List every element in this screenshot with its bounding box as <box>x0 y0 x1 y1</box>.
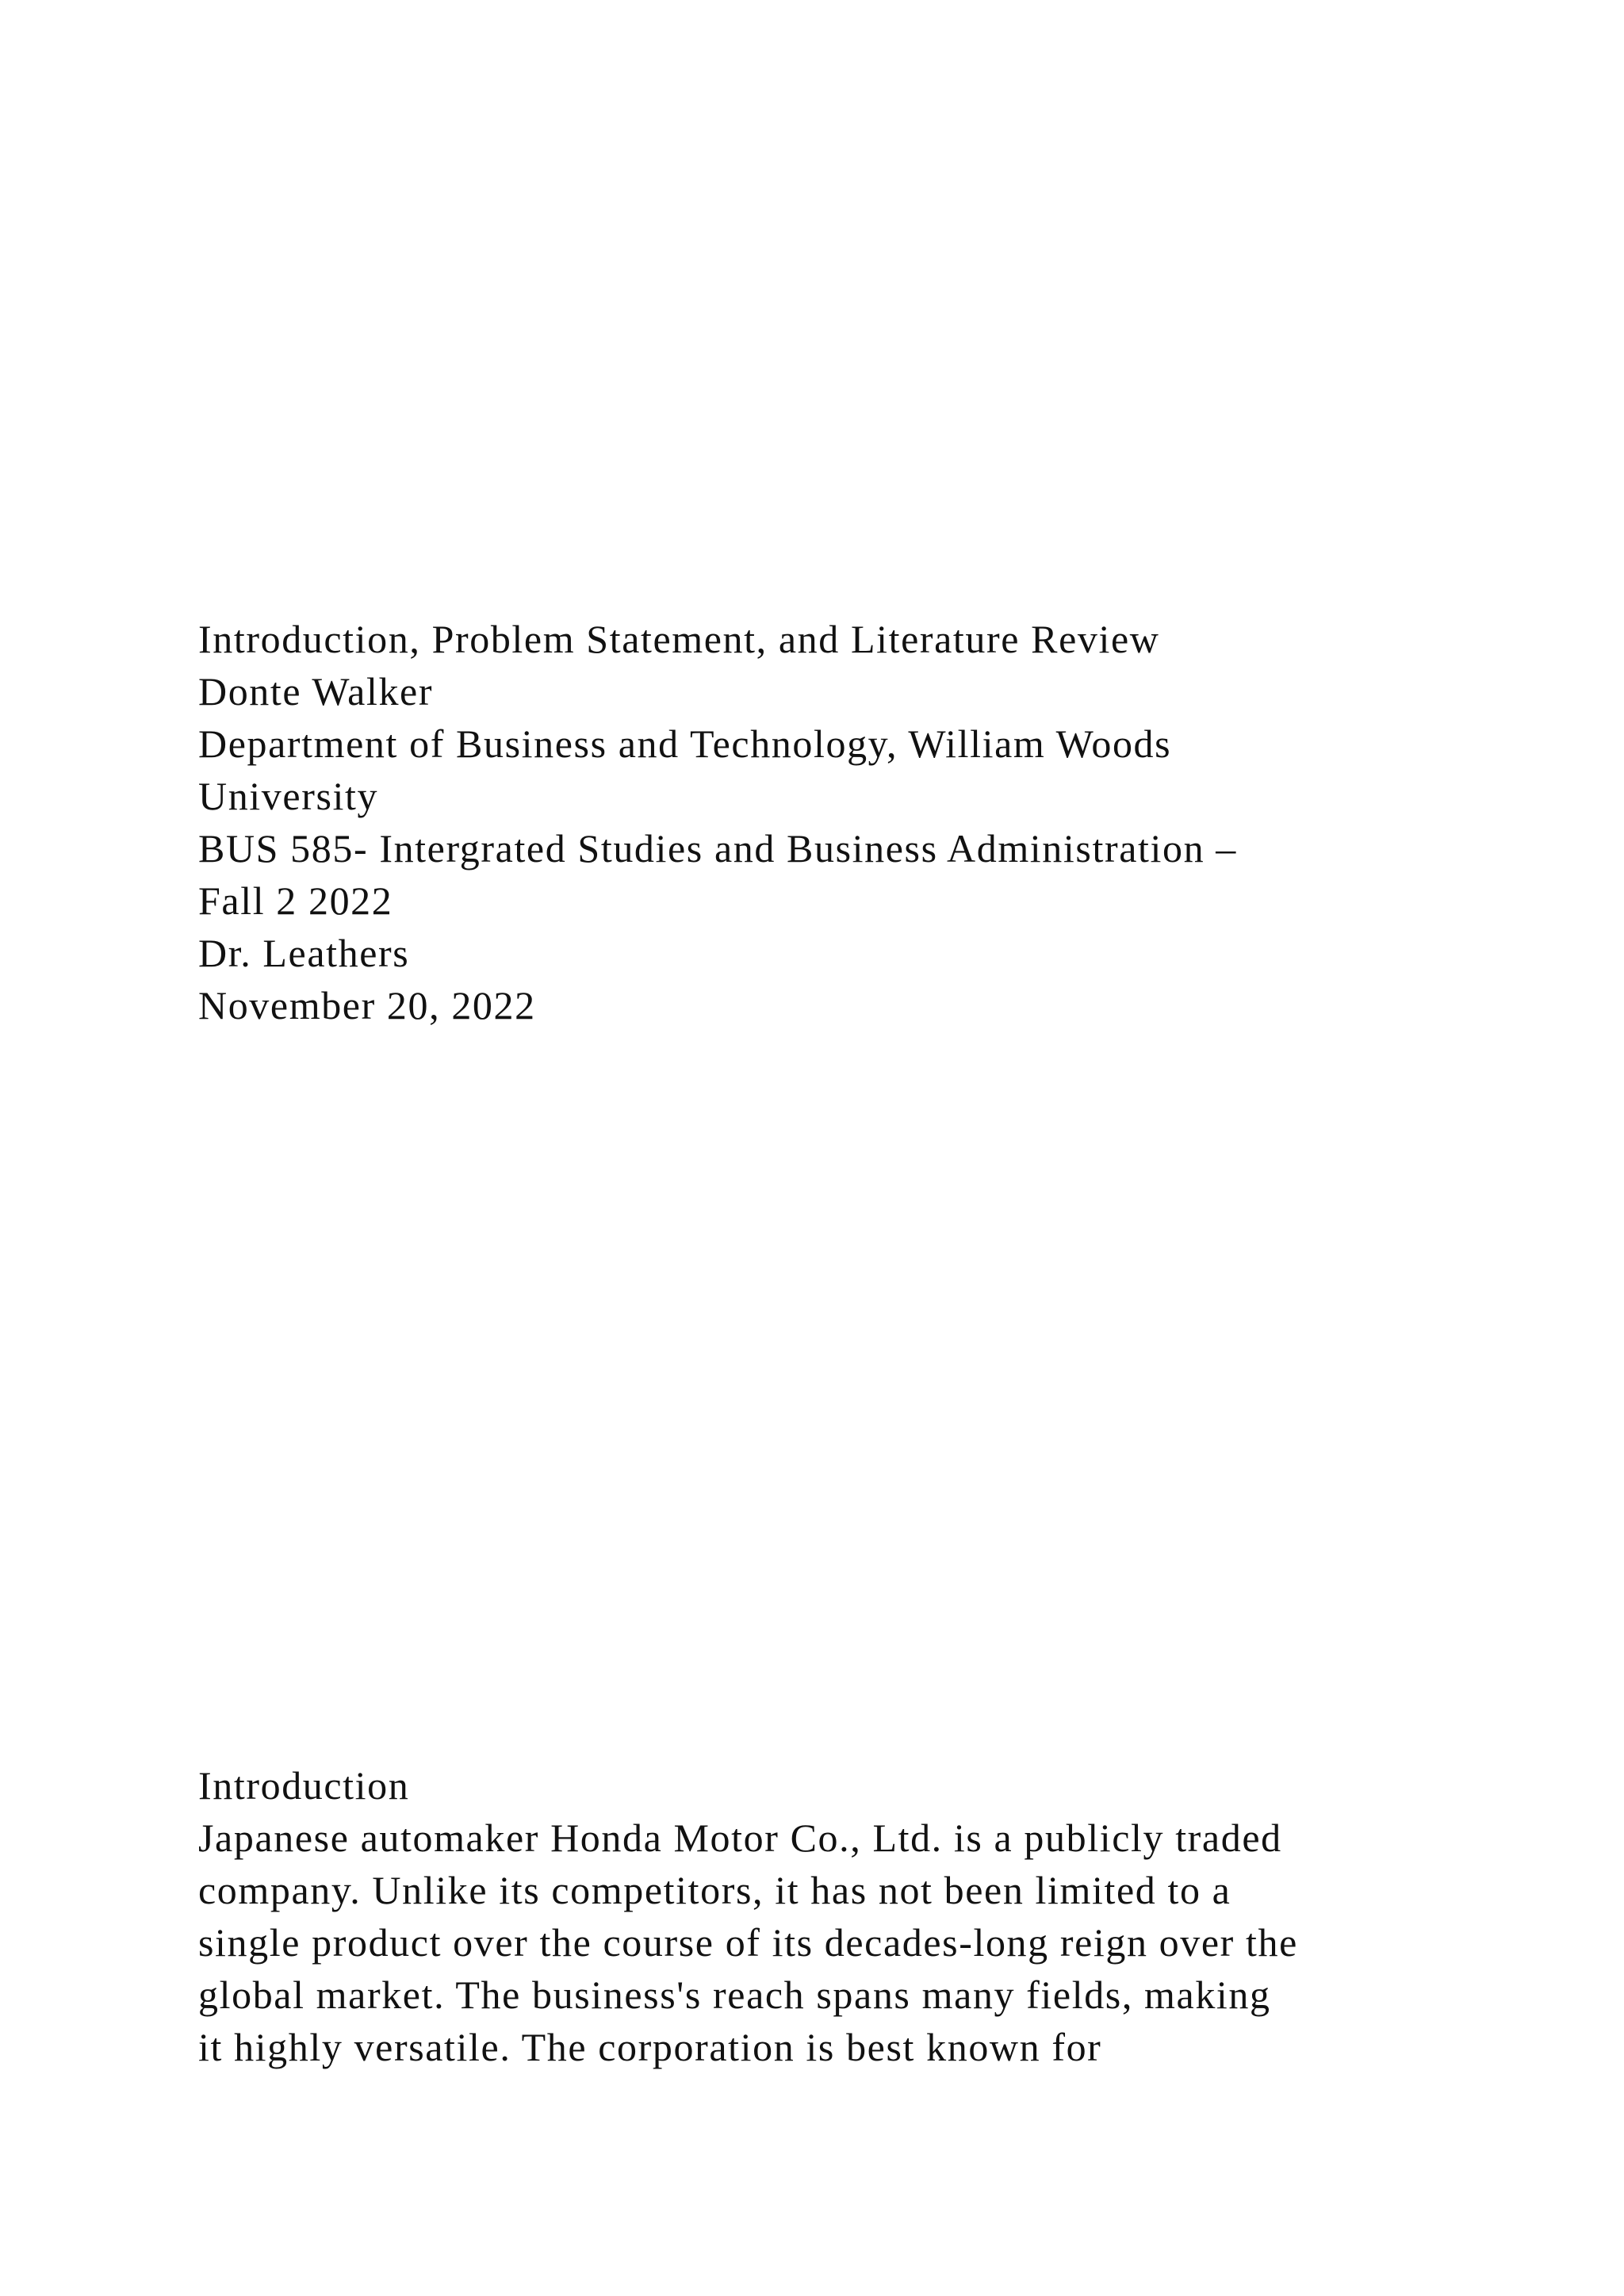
section-heading: Introduction <box>198 1763 410 1808</box>
body-line: global market. The business's reach spans many fields, making <box>198 1973 1271 2017</box>
author-name: Donte Walker <box>198 669 434 714</box>
course-term: Fall 2 2022 <box>198 878 393 923</box>
department-line-continued: University <box>198 774 379 818</box>
body-line: it highly versatile. The corporation is best known for <box>198 2025 1102 2069</box>
title-block <box>198 613 1562 1031</box>
paper-title: Introduction, Problem Statement, and Literature Review <box>198 617 1160 661</box>
course-line: BUS 585- Intergrated Studies and Business Administration – <box>198 826 1237 871</box>
body-line: company. Unlike its competitors, it has not been limited to a <box>198 1868 1231 1912</box>
body-line: single product over the course of its decades-long reign over the <box>198 1920 1298 1965</box>
body-line: Japanese automaker Honda Motor Co., Ltd. is a publicly traded <box>198 1816 1282 1860</box>
submission-date: November 20, 2022 <box>198 983 536 1027</box>
department-line: Department of Business and Technology, William Woods <box>198 721 1172 766</box>
instructor-name: Dr. Leathers <box>198 931 410 975</box>
introduction-section <box>198 1759 1562 2073</box>
